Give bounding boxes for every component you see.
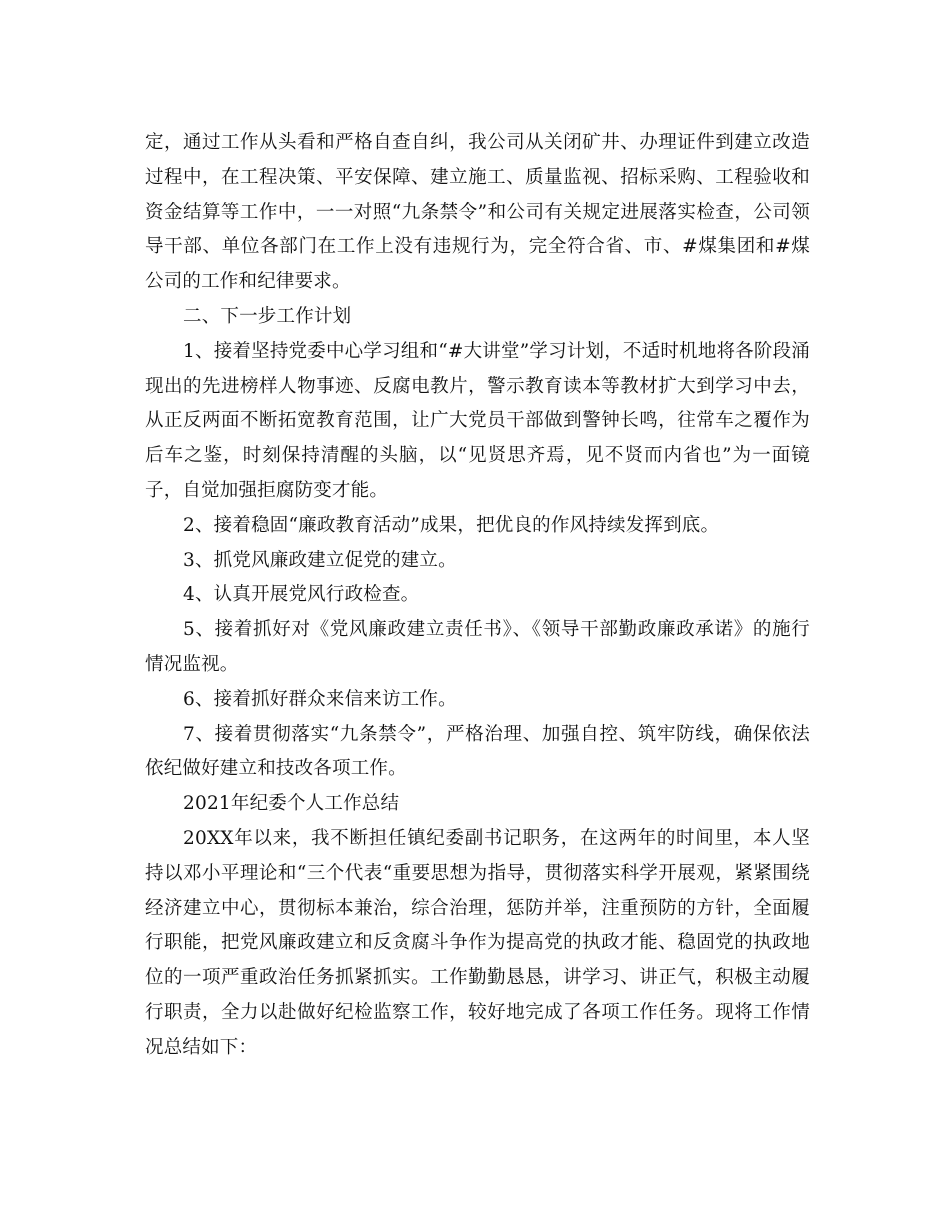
- plan-item-4: 4、认真开展党风行政检查。: [183, 584, 420, 606]
- section-heading-next-steps: 二、下一步工作计划: [183, 305, 352, 327]
- plan-item-5: 5、接着抓好对《党风廉政建立责任书》、《领导干部勤政廉政承诺》的施行情况监视。: [145, 619, 810, 675]
- plan-item-7: 7、接着贯彻落实“九条禁令”，严格治理、加强自控、筑牢防线，确保依法依纪做好建立和技改各项工作。: [145, 723, 810, 780]
- plan-item-3: 3、抓党风廉政建立促党的建立。: [183, 549, 457, 571]
- plan-item-2: 2、接着稳固“廉政教育活动”成果，把优良的作风持续发挥到底。: [183, 514, 720, 536]
- plan-item-1: 1、接着坚持党委中心学习组和“#大讲堂”学习计划，不适时机地将各阶段涌现出的先进榜样人物事迹、反腐电教片，警示教育读本等教材扩大到学习中去，从正反两面不断拓宽教育范围，让广大党员干部做到警钟长鸣，往常车之覆作为后车之鉴，时刻保持清醒的头脑，以“见贤思齐焉，见不贤而内省也”为一面镜子，自觉加强拒腐防变才能。: [145, 340, 810, 501]
- plan-item-6: 6、接着抓好群众来信来访工作。: [183, 688, 457, 710]
- paragraph-1: 定，通过工作从头看和严格自查自纠，我公司从关闭矿井、办理证件到建立改造过程中，在工程决策、平安保障、建立施工、质量监视、招标采购、工程验收和资金结算等工作中，一一对照“九条禁令”和公司有关规定进展落实检查，公司领导干部、单位各部门在工作上没有违规行为，完全符合省、市、#煤集团和#煤公司的工作和纪律要求。: [145, 132, 810, 293]
- document-body: [145, 126, 810, 1066]
- summary-paragraph: 20XX年以来，我不断担任镇纪委副书记职务，在这两年的时间里，本人坚持以邓小平理论和“三个代表“重要思想为指导，贯彻落实科学开展观，紧紧围绕经济建立中心，贯彻标本兼治，综合治理，惩防并举，注重预防的方针，全面履行职能，把党风廉政建立和反贪腐斗争作为提高党的执政才能、稳固党的执政地位的一项严重政治任务抓紧抓实。工作勤勤恳恳，讲学习、讲正气，积极主动履行职责，全力以赴做好纪检监察工作，较好地完成了各项工作任务。现将工作情况总结如下：: [145, 827, 810, 1058]
- section-title-summary: 2021年纪委个人工作总结: [183, 793, 400, 815]
